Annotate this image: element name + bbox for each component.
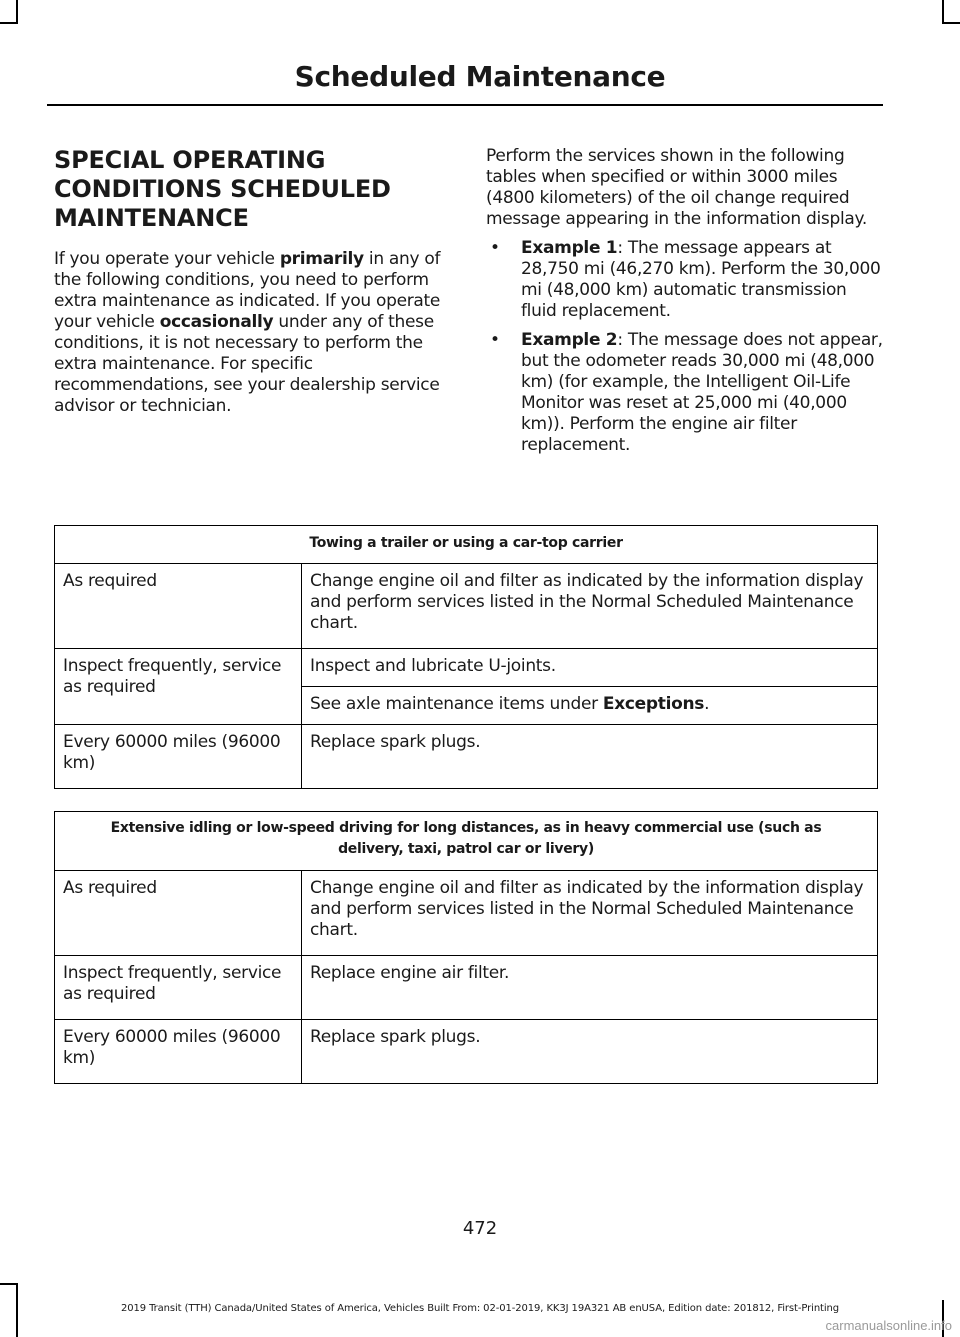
- table-row: [55, 725, 878, 789]
- footer-text: 2019 Transit (TTH) Canada/United States of America, Vehicles Built From: 02-01-2019, KK3J 19A321 AB enUSA, Edition date: 201812, First-Printing: [120, 1303, 840, 1314]
- table-row: [55, 649, 878, 687]
- example-label: Example 1: [521, 238, 618, 258]
- section-heading: [54, 146, 454, 233]
- table-title: Towing a trailer or using a car-top carrier: [55, 526, 878, 564]
- table-header-row: [55, 526, 878, 564]
- interval-cell: As required: [55, 564, 302, 649]
- service-cell: [302, 687, 878, 725]
- emphasis-primarily: primarily: [279, 249, 364, 269]
- interval-cell: As required: [55, 871, 302, 956]
- table-header-row: [55, 812, 878, 871]
- service-cell: Replace spark plugs.: [302, 1020, 878, 1084]
- watermark: carmanualsonline.info: [825, 1318, 952, 1333]
- services-paragraph: Perform the services shown in the following tables when specified or within 3000 miles (4800 kilometers) of the oil change required message appearing in the information display.: [486, 146, 867, 229]
- text: under any of these conditions, it is not necessary to perform the extra maintenance. For specific recommendations, see your dealership service advisor or technician.: [54, 312, 440, 416]
- text: in any of the following conditions, you need to perform extra maintenance as indicated. If you operate your vehicle: [54, 249, 441, 332]
- interval-cell: Inspect frequently, service as required: [55, 956, 302, 1020]
- bullet: •: [490, 238, 500, 258]
- emphasis-occasionally: occasionally: [159, 312, 274, 332]
- service-cell: Replace engine air filter.: [302, 956, 878, 1020]
- example-text: : The message does not appear, but the odometer reads 30,000 mi (48,000 km) (for example, the Intelligent Oil-Life Monitor was reset at 25,000 mi (40,000 km)). Perform the engine air filter replacement.: [521, 330, 883, 455]
- idling-table: [54, 811, 878, 1084]
- table-row: [55, 956, 878, 1020]
- text: See axle maintenance items under: [310, 694, 603, 714]
- example-label: Example 2: [521, 330, 618, 350]
- examples-list: [486, 238, 886, 456]
- page-header-title: Scheduled Maintenance: [294, 60, 666, 93]
- service-cell: Replace spark plugs.: [302, 725, 878, 789]
- table-row: [55, 1020, 878, 1084]
- interval-cell: Every 60000 miles (96000 km): [55, 725, 302, 789]
- service-cell: Inspect and lubricate U-joints.: [302, 649, 878, 687]
- table-row: [55, 871, 878, 956]
- service-cell: Change engine oil and filter as indicated by the information display and perform services listed in the Normal Scheduled Maintenance chart.: [302, 871, 878, 956]
- header-divider: [47, 104, 883, 106]
- page-number: 472: [462, 1218, 498, 1239]
- crop-mark: [0, 1283, 18, 1285]
- bullet: •: [490, 330, 500, 350]
- exceptions-reference: Exceptions: [602, 694, 705, 714]
- service-cell: Change engine oil and filter as indicated by the information display and perform services listed in the Normal Scheduled Maintenance chart.: [302, 564, 878, 649]
- example-text: : The message appears at 28,750 mi (46,270 km). Perform the 30,000 mi (48,000 km) automatic transmission fluid replacement.: [521, 238, 881, 321]
- table-row: [55, 564, 878, 649]
- heading-line-1: SPECIAL OPERATING: [54, 146, 326, 174]
- crop-mark: [0, 22, 18, 24]
- right-column: [486, 146, 886, 464]
- list-item: [486, 238, 886, 322]
- crop-mark: [942, 22, 960, 24]
- text: If you operate your vehicle: [54, 249, 280, 269]
- crop-mark: [16, 0, 18, 22]
- interval-cell: Inspect frequently, service as required: [55, 649, 302, 725]
- left-column: [54, 146, 454, 417]
- heading-line-3: MAINTENANCE: [54, 204, 249, 232]
- list-item: [486, 330, 886, 456]
- text: .: [704, 694, 710, 714]
- towing-table: [54, 525, 878, 789]
- crop-mark: [942, 0, 944, 22]
- table-title: Extensive idling or low-speed driving for long distances, as in heavy commercial use (such as delivery, taxi, patrol car or livery): [55, 812, 878, 871]
- heading-line-2: CONDITIONS SCHEDULED: [54, 175, 391, 203]
- intro-paragraph: [54, 249, 454, 417]
- interval-cell: Every 60000 miles (96000 km): [55, 1020, 302, 1084]
